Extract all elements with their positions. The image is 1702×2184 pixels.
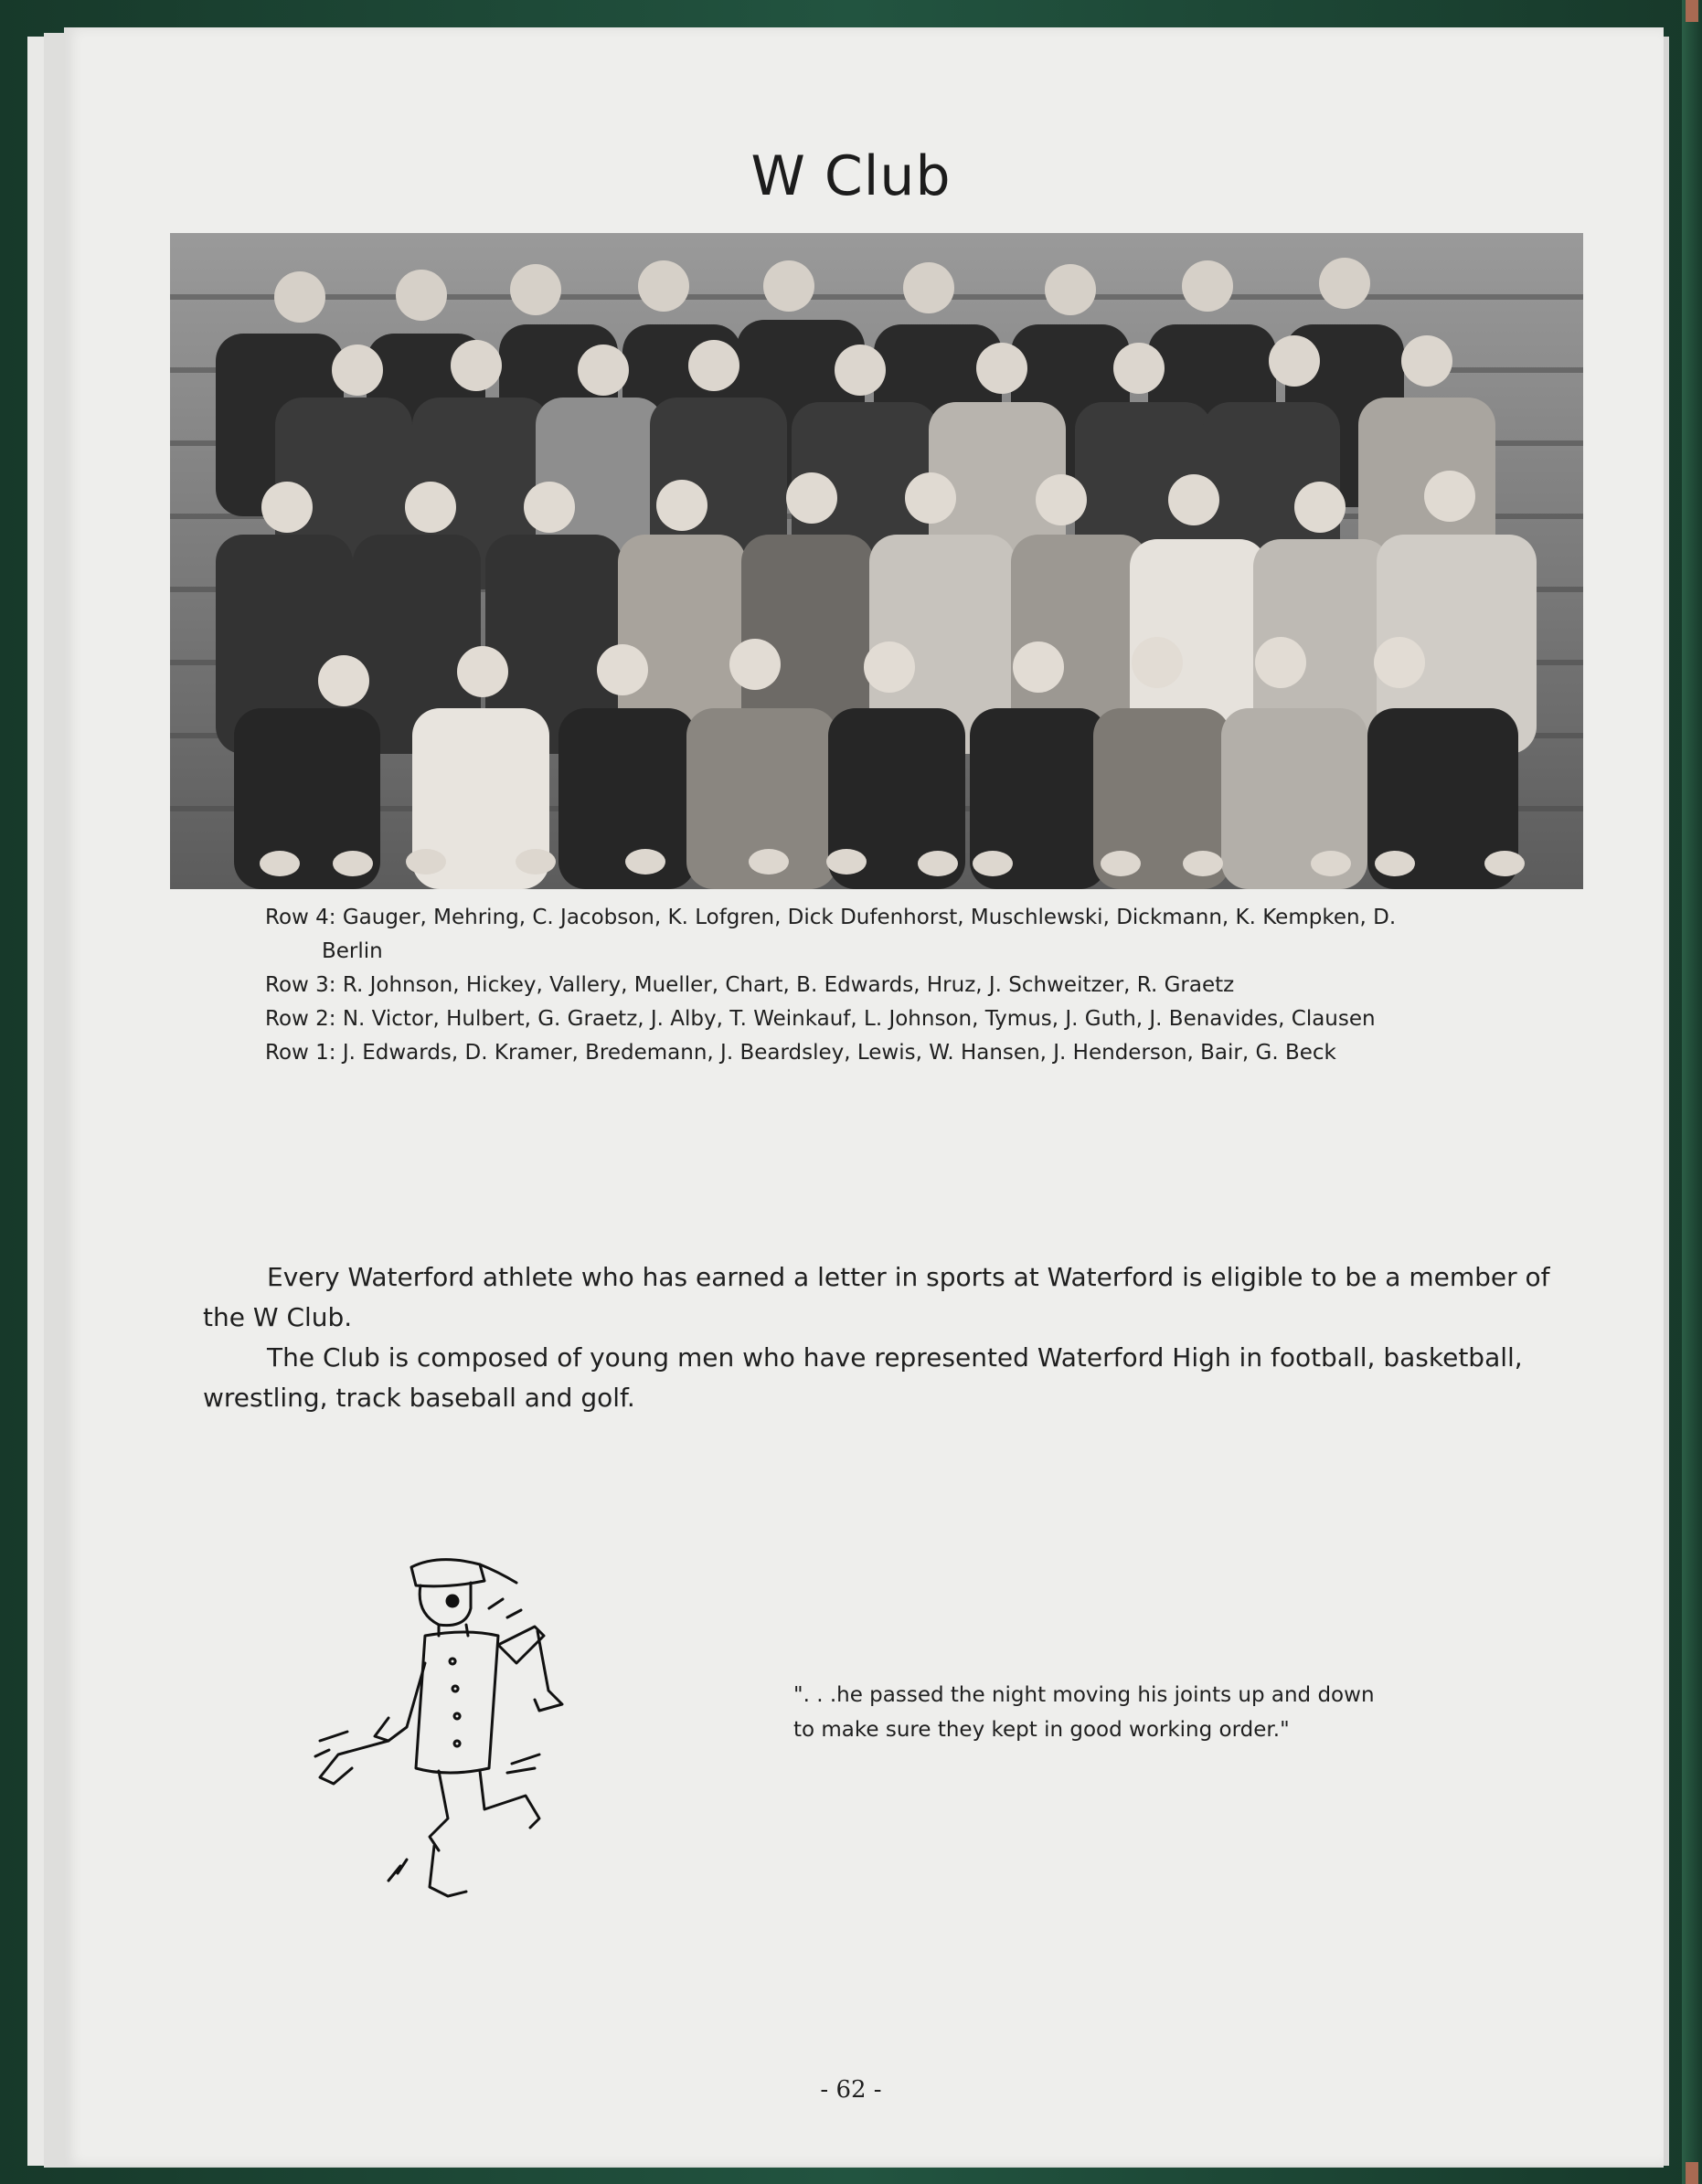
spine-tab-bottom [1686,2162,1698,2184]
spine-tab-top [1686,0,1698,22]
quote-line-1: ". . .he passed the night moving his joints up and down [793,1683,1375,1707]
tin-man-drawing [302,1544,612,1928]
caption-row-4-line-1: Row 4: Gauger, Mehring, C. Jacobson, K. Lofgren, Dick Dufenhorst, Muschlewski, Dickmann, K. Kempken, D. [265,906,1397,929]
body-paragraph-2: The Club is composed of young men who have represented Waterford High in football, basketball, wrestling, track baseball and golf. [203,1342,1523,1413]
page-title: W Club [750,144,952,208]
caption-row-4 [265,901,1545,969]
illustration-quote [793,1678,1488,1747]
body-paragraph-1: Every Waterford athlete who has earned a letter in sports at Waterford is eligible to be a member of the W Club. [203,1262,1550,1332]
tin-man-drawing-icon [302,1544,612,1928]
body-text [203,1257,1556,1418]
caption-row-2: Row 2: N. Victor, Hulbert, G. Graetz, J. Alby, T. Weinkauf, L. Johnson, Tymus, J. Guth, J. Benavides, Clausen [265,1007,1376,1031]
caption-row-1: Row 1: J. Edwards, D. Kramer, Bredemann, J. Beardsley, Lewis, W. Hansen, J. Henderson, Bair, G. Beck [265,1041,1336,1065]
photo-caption [265,901,1545,1070]
group-photo-icon [170,233,1583,889]
caption-row-4-line-2: Berlin [322,939,383,963]
group-photo [170,233,1583,889]
page-number: - 62 - [820,2076,882,2104]
book-spine [1682,0,1702,2184]
quote-line-2: to make sure they kept in good working order." [793,1718,1290,1742]
caption-row-3: Row 3: R. Johnson, Hickey, Vallery, Mueller, Chart, B. Edwards, Hruz, J. Schweitzer, R. Graetz [265,973,1235,997]
